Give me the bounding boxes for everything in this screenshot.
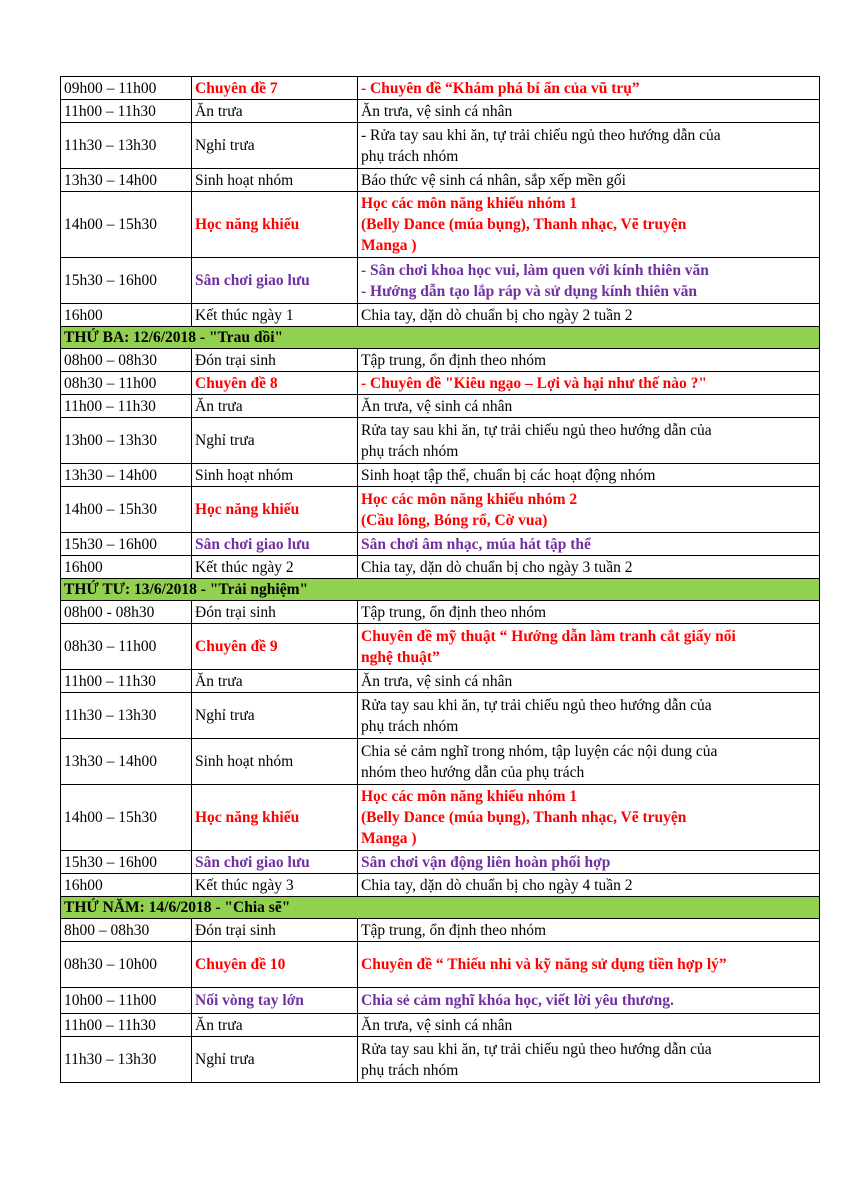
details-cell <box>358 169 820 192</box>
schedule-row <box>61 1014 820 1037</box>
activity-cell: Học năng khiếu <box>192 192 358 258</box>
details-line: Rửa tay sau khi ăn, tự trải chiếu ngủ theo hướng dẫn của <box>361 1040 712 1058</box>
schedule-row <box>61 123 820 169</box>
details-cell <box>358 851 820 874</box>
schedule-row <box>61 258 820 304</box>
schedule-row <box>61 77 820 100</box>
schedule-row <box>61 100 820 123</box>
details-cell <box>358 258 820 304</box>
details-cell <box>358 533 820 556</box>
schedule-row <box>61 418 820 464</box>
schedule-row <box>61 533 820 556</box>
details-line: Học các môn năng khiếu nhóm 1 <box>361 788 578 805</box>
details-cell <box>358 372 820 395</box>
time-cell: 15h30 – 16h00 <box>61 851 192 874</box>
time-cell: 13h00 – 13h30 <box>61 418 192 464</box>
activity-cell: Chuyên đề 8 <box>192 372 358 395</box>
schedule-row <box>61 395 820 418</box>
details-line: Sinh hoạt tập thể, chuẩn bị các hoạt động nhóm <box>361 466 656 484</box>
activity-cell: Sân chơi giao lưu <box>192 258 358 304</box>
details-cell <box>358 785 820 851</box>
activity-cell: Nghỉ trưa <box>192 123 358 169</box>
time-cell: 14h00 – 15h30 <box>61 192 192 258</box>
activity-cell: Sinh hoạt nhóm <box>192 739 358 785</box>
details-line: Chia tay, dặn dò chuẩn bị cho ngày 3 tuần 2 <box>361 558 633 576</box>
details-line: Chia sẻ cảm nghĩ trong nhóm, tập luyện các nội dung của <box>361 742 718 760</box>
details-line: Chuyên đề mỹ thuật “ Hướng dẫn làm tranh cắt giấy nổi <box>361 627 736 645</box>
details-cell <box>358 874 820 897</box>
details-line: Ăn trưa, vệ sinh cá nhân <box>361 397 513 415</box>
details-cell <box>358 1037 820 1083</box>
details-line: nghệ thuật” <box>361 648 440 666</box>
time-cell: 15h30 – 16h00 <box>61 258 192 304</box>
details-cell <box>358 624 820 670</box>
time-cell: 09h00 – 11h00 <box>61 77 192 100</box>
activity-cell: Sinh hoạt nhóm <box>192 169 358 192</box>
details-line: phụ trách nhóm <box>361 442 459 460</box>
time-cell: 13h30 – 14h00 <box>61 464 192 487</box>
details-line: (Belly Dance (múa bụng), Thanh nhạc, Vẽ truyện <box>361 809 687 826</box>
schedule-row <box>61 670 820 693</box>
time-cell: 14h00 – 15h30 <box>61 785 192 851</box>
schedule-body <box>61 77 820 1083</box>
details-line: - Chuyên đề "Kiêu ngạo – Lợi và hại như thế nào ?" <box>361 374 708 392</box>
details-cell <box>358 601 820 624</box>
details-cell <box>358 123 820 169</box>
details-cell <box>358 304 820 327</box>
time-cell: 08h00 - 08h30 <box>61 601 192 624</box>
time-cell: 08h30 – 11h00 <box>61 372 192 395</box>
details-line: Sân chơi âm nhạc, múa hát tập thể <box>361 535 591 553</box>
time-cell: 08h30 – 11h00 <box>61 624 192 670</box>
schedule-row <box>61 942 820 988</box>
details-cell <box>358 100 820 123</box>
activity-cell: Học năng khiếu <box>192 785 358 851</box>
activity-cell: Ăn trưa <box>192 395 358 418</box>
details-cell <box>358 693 820 739</box>
activity-cell: Đón trại sinh <box>192 919 358 942</box>
details-cell <box>358 942 820 988</box>
details-line: Học các môn năng khiếu nhóm 2 <box>361 490 578 508</box>
day-header: THỨ TƯ: 13/6/2018 - "Trải nghiệm" <box>61 579 820 601</box>
details-line: (Belly Dance (múa bụng), Thanh nhạc, Vẽ truyện <box>361 216 687 233</box>
details-cell <box>358 988 820 1014</box>
time-cell: 11h00 – 11h30 <box>61 670 192 693</box>
details-line: Tập trung, ổn định theo nhóm <box>361 921 547 939</box>
details-line: phụ trách nhóm <box>361 147 459 165</box>
time-cell: 11h30 – 13h30 <box>61 123 192 169</box>
details-line: Manga ) <box>361 830 417 847</box>
day-header-row <box>61 897 820 919</box>
time-cell: 14h00 – 15h30 <box>61 487 192 533</box>
details-cell <box>358 919 820 942</box>
day-header: THỨ NĂM: 14/6/2018 - "Chia sẽ" <box>61 897 820 919</box>
details-line: Rửa tay sau khi ăn, tự trải chiếu ngủ theo hướng dẫn của <box>361 696 712 714</box>
activity-cell: Nghỉ trưa <box>192 693 358 739</box>
details-line: Tập trung, ổn định theo nhóm <box>361 603 547 621</box>
schedule-row <box>61 1037 820 1083</box>
time-cell: 16h00 <box>61 556 192 579</box>
details-line: - Hướng dẫn tạo lắp ráp và sử dụng kính thiên văn <box>361 282 697 300</box>
details-line: Ăn trưa, vệ sinh cá nhân <box>361 672 513 690</box>
time-cell: 8h00 – 08h30 <box>61 919 192 942</box>
details-line: phụ trách nhóm <box>361 717 459 735</box>
activity-cell: Chuyên đề 9 <box>192 624 358 670</box>
details-line: Rửa tay sau khi ăn, tự trải chiếu ngủ theo hướng dẫn của <box>361 421 712 439</box>
time-cell: 08h00 – 08h30 <box>61 349 192 372</box>
time-cell: 11h00 – 11h30 <box>61 395 192 418</box>
time-cell: 11h00 – 11h30 <box>61 1014 192 1037</box>
details-cell <box>358 670 820 693</box>
schedule-row <box>61 988 820 1014</box>
details-line: Báo thức vệ sinh cá nhân, sắp xếp mền gối <box>361 171 626 189</box>
time-cell: 11h30 – 13h30 <box>61 693 192 739</box>
details-line: Sân chơi vận động liên hoàn phối hợp <box>361 853 611 871</box>
activity-cell: Sân chơi giao lưu <box>192 533 358 556</box>
schedule-row <box>61 739 820 785</box>
details-cell <box>358 464 820 487</box>
details-cell <box>358 349 820 372</box>
schedule-table <box>60 76 820 1083</box>
activity-cell: Học năng khiếu <box>192 487 358 533</box>
details-line: phụ trách nhóm <box>361 1061 459 1079</box>
day-header: THỨ BA: 12/6/2018 - "Trau dồi" <box>61 327 820 349</box>
details-line: Chuyên đề “ Thiếu nhi và kỹ năng sử dụng tiền hợp lý” <box>361 956 727 973</box>
time-cell: 10h00 – 11h00 <box>61 988 192 1014</box>
activity-cell: Nghỉ trưa <box>192 1037 358 1083</box>
time-cell: 11h00 – 11h30 <box>61 100 192 123</box>
activity-cell: Ăn trưa <box>192 1014 358 1037</box>
details-line: Chia tay, dặn dò chuẩn bị cho ngày 2 tuần 2 <box>361 306 633 324</box>
activity-cell: Chuyên đề 10 <box>192 942 358 988</box>
time-cell: 15h30 – 16h00 <box>61 533 192 556</box>
schedule-row <box>61 464 820 487</box>
time-cell: 16h00 <box>61 874 192 897</box>
schedule-row <box>61 851 820 874</box>
details-cell <box>358 487 820 533</box>
schedule-row <box>61 624 820 670</box>
schedule-row <box>61 169 820 192</box>
activity-cell: Nghỉ trưa <box>192 418 358 464</box>
activity-cell: Chuyên đề 7 <box>192 77 358 100</box>
details-line: Manga ) <box>361 237 417 254</box>
details-cell <box>358 739 820 785</box>
activity-cell: Kết thúc ngày 3 <box>192 874 358 897</box>
time-cell: 13h30 – 14h00 <box>61 169 192 192</box>
activity-cell: Kết thúc ngày 2 <box>192 556 358 579</box>
activity-cell: Sinh hoạt nhóm <box>192 464 358 487</box>
activity-cell: Đón trại sinh <box>192 349 358 372</box>
day-header-row <box>61 327 820 349</box>
details-line: Chia tay, dặn dò chuẩn bị cho ngày 4 tuần 2 <box>361 876 633 894</box>
details-line: nhóm theo hướng dẫn của phụ trách <box>361 763 585 781</box>
details-cell <box>358 1014 820 1037</box>
activity-cell: Ăn trưa <box>192 100 358 123</box>
details-line: Ăn trưa, vệ sinh cá nhân <box>361 1016 513 1034</box>
schedule-row <box>61 349 820 372</box>
details-line: - Rửa tay sau khi ăn, tự trải chiếu ngủ theo hướng dẫn của <box>361 126 721 144</box>
time-cell: 16h00 <box>61 304 192 327</box>
details-line: Chia sẻ cảm nghĩ khóa học, viết lời yêu thương. <box>361 992 674 1009</box>
time-cell: 13h30 – 14h00 <box>61 739 192 785</box>
activity-cell: Nối vòng tay lớn <box>192 988 358 1014</box>
details-cell <box>358 192 820 258</box>
activity-cell: Kết thúc ngày 1 <box>192 304 358 327</box>
activity-cell: Ăn trưa <box>192 670 358 693</box>
details-line: - Chuyên đề “Khám phá bí ẩn của vũ trụ” <box>361 79 640 97</box>
details-line: Tập trung, ổn định theo nhóm <box>361 351 547 369</box>
schedule-row <box>61 304 820 327</box>
details-cell <box>358 556 820 579</box>
schedule-row <box>61 487 820 533</box>
schedule-row <box>61 785 820 851</box>
schedule-row <box>61 556 820 579</box>
time-cell: 08h30 – 10h00 <box>61 942 192 988</box>
activity-cell: Đón trại sinh <box>192 601 358 624</box>
schedule-row <box>61 693 820 739</box>
details-cell <box>358 77 820 100</box>
details-line: (Cầu lông, Bóng rổ, Cờ vua) <box>361 511 548 529</box>
details-cell <box>358 395 820 418</box>
day-header-row <box>61 579 820 601</box>
schedule-row <box>61 192 820 258</box>
activity-cell: Sân chơi giao lưu <box>192 851 358 874</box>
details-line: Học các môn năng khiếu nhóm 1 <box>361 195 578 212</box>
details-cell <box>358 418 820 464</box>
schedule-row <box>61 601 820 624</box>
schedule-row <box>61 874 820 897</box>
schedule-row <box>61 372 820 395</box>
details-line: - Sân chơi khoa học vui, làm quen với kính thiên văn <box>361 261 709 279</box>
time-cell: 11h30 – 13h30 <box>61 1037 192 1083</box>
schedule-row <box>61 919 820 942</box>
details-line: Ăn trưa, vệ sinh cá nhân <box>361 102 513 120</box>
